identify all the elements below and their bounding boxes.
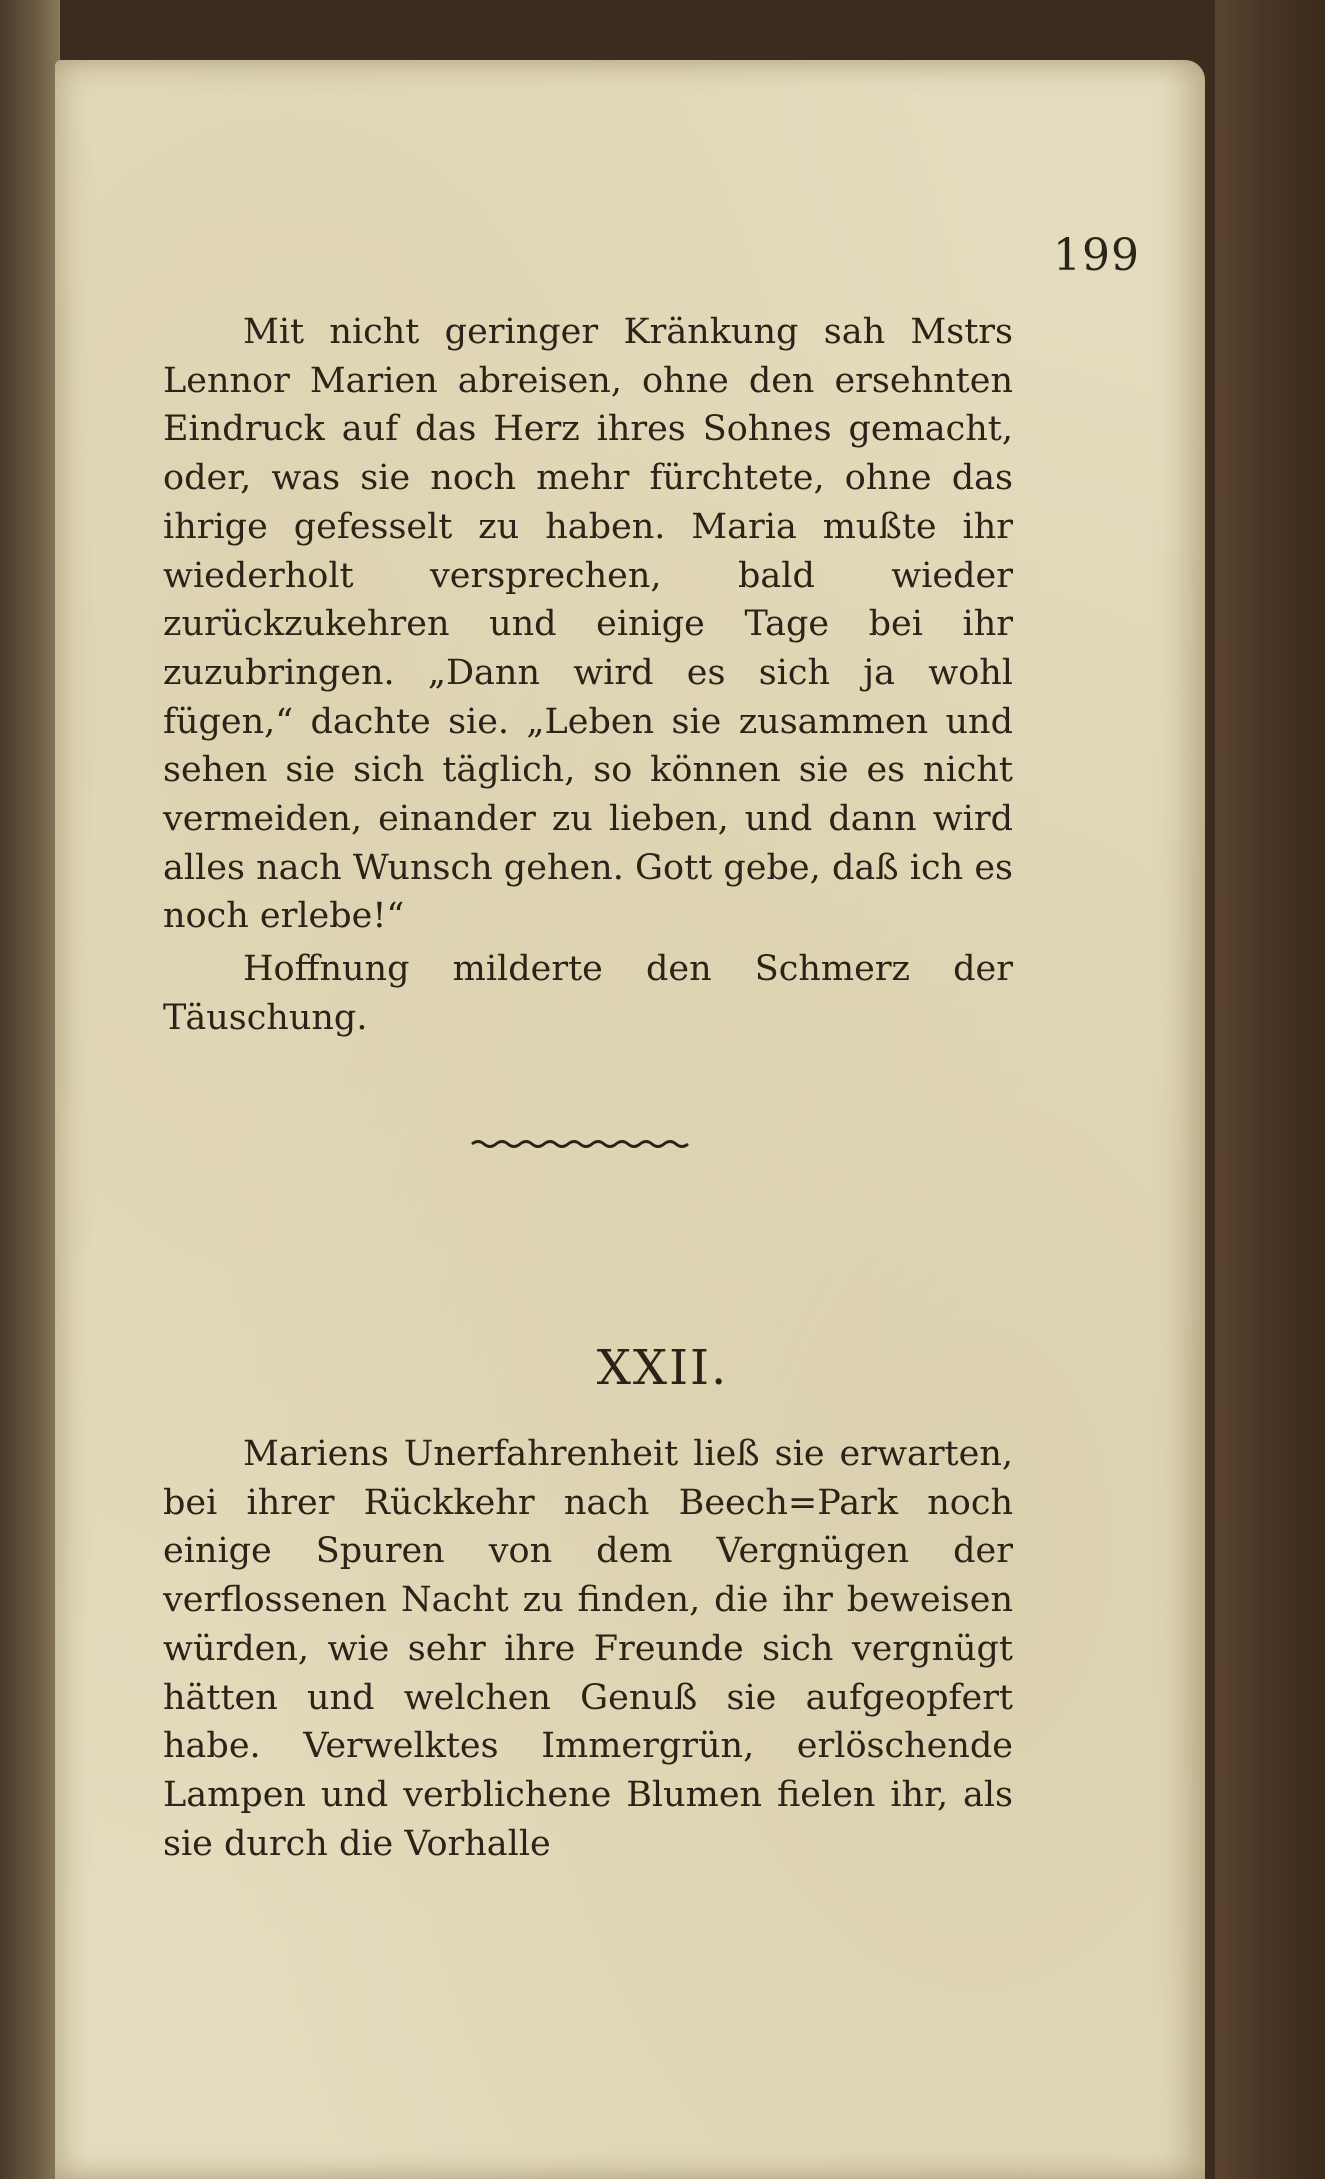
- chapter-paragraph-text: Mariens Unerfahrenheit ließ sie erwarten, bei ihrer Rückkehr nach Beech=Park noch einige Spuren von dem Vergnügen der verflossenen Nacht zu finden, die ihr beweisen würden, wie sehr ihre Freunde sich vergnügt hätten und welchen Genuß sie aufgeopfert habe. Verwelktes Immergrün, erlöschende Lampen und verblichene Blumen fielen ihr, als sie durch die Vorhalle: [163, 1434, 1013, 1864]
- paragraph-2: [163, 945, 1013, 1042]
- page-number: 199: [1053, 230, 1140, 281]
- chapter-paragraph: [163, 1430, 1013, 1868]
- chapter-heading: XXII.: [596, 1340, 729, 1396]
- paragraph-2-text: Hoffnung milderte den Schmerz der Täuschung.: [163, 949, 1013, 1038]
- paragraph-1-text: Mit nicht geringer Kränkung sah Mstrs Lennor Marien abreisen, ohne den ersehnten Eindruck auf das Herz ihres Sohnes gemacht, oder, was sie noch mehr fürchtete, ohne das ihrige gefesselt zu haben. Maria mußte ihr wiederholt versprechen, bald wieder zurückzukehren und einige Tage bei ihr zuzubringen. „Dann wird es sich ja wohl fügen,“ dachte sie. „Leben sie zusammen und sehen sie sich täglich, so können sie es nicht vermeiden, einander zu lieben, und dann wird alles nach Wunsch gehen. Gott gebe, daß ich es noch erlebe!“: [163, 312, 1013, 937]
- book-cover-edge-right: [1215, 0, 1325, 2179]
- section-divider-ornament: [470, 1137, 690, 1151]
- book-spine-left: [0, 0, 60, 2179]
- paragraph-1: [163, 308, 1013, 941]
